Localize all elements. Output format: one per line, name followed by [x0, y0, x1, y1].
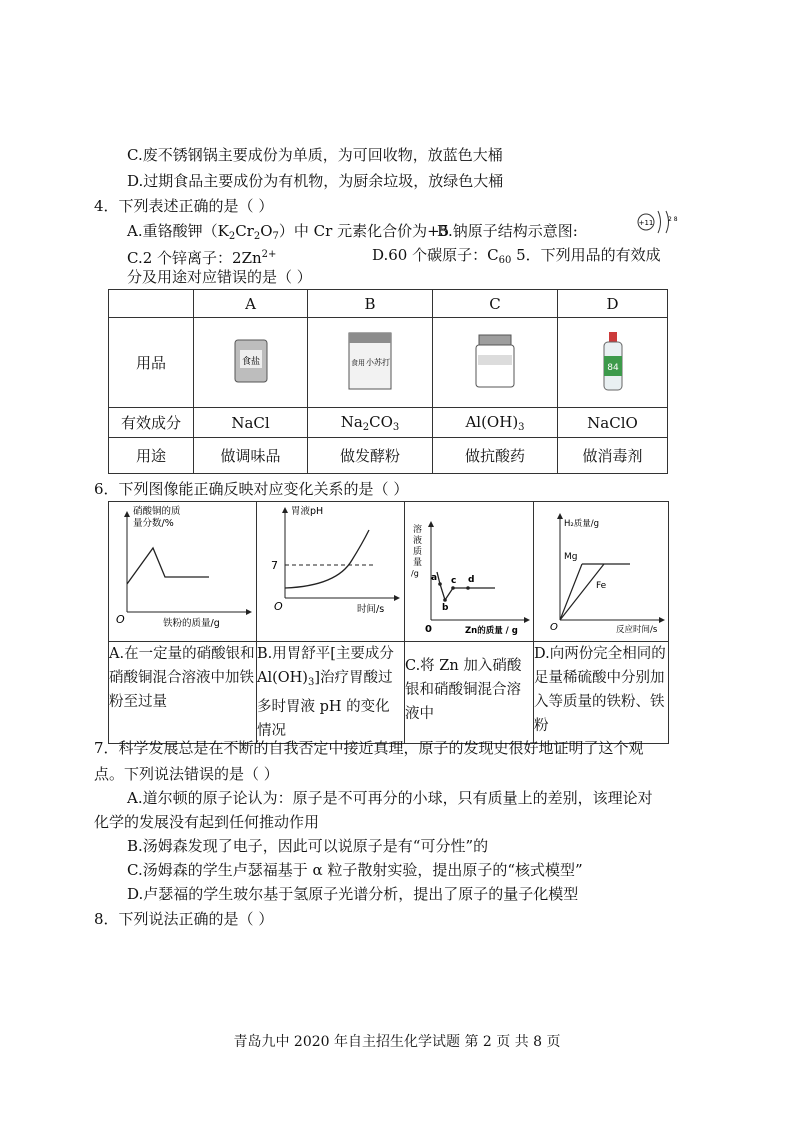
sodium-atom-diagram: [632, 205, 676, 239]
q6-graph-a-cell: [109, 502, 257, 642]
svg-text:食盐: 食盐: [241, 356, 260, 367]
q6-caption-c: C.将 Zn 加入硝酸银和硝酸铜混合溶液中: [405, 642, 534, 744]
svg-text:c: c: [451, 576, 457, 586]
q4-stem: 4．下列表述正确的是（ ）: [94, 197, 274, 215]
q6-graph-row: [109, 502, 669, 642]
q5-use-a: 做调味品: [194, 438, 308, 474]
svg-text:84: 84: [606, 362, 619, 373]
q5-item-d: [558, 318, 668, 408]
q6-caption-d: D.向两份完全相同的足量稀硫酸中分别加入等质量的铁粉、铁粉: [534, 642, 669, 744]
q7-stem-line2: 点。下列说法错误的是（ ）: [94, 765, 279, 783]
q6-caption-row: [109, 642, 669, 744]
svg-text:O: O: [550, 622, 558, 633]
svg-text:硝酸铜的质: 硝酸铜的质: [133, 506, 181, 517]
q5-use-b: 做发酵粉: [308, 438, 433, 474]
svg-text:0: 0: [425, 624, 432, 635]
svg-text:食用: 食用: [351, 358, 365, 367]
q5-stem: 分及用途对应错误的是（ ）: [127, 268, 312, 286]
svg-text:反应时间/s: 反应时间/s: [616, 625, 658, 635]
q4-option-c: C.2 个锌离子：$2Zn^{2+}$: [127, 249, 277, 267]
q7-option-a-line1: A.道尔顿的原子论认为：原子是不可再分的小球，只有质量上的差别，该理论对: [127, 789, 653, 807]
svg-text:a: a: [431, 573, 438, 583]
q6-stem: 6．下列图像能正确反映对应变化关系的是（ ）: [94, 480, 409, 498]
svg-text:铁粉的质量/g: 铁粉的质量/g: [163, 618, 220, 629]
graph-b: [257, 502, 404, 637]
q5-use-row: [109, 438, 668, 474]
q4-option-d: D.60 个碳原子：$C_{60}$ 5．下列用品的有效成: [372, 246, 661, 266]
svg-text:H₂质量/g: H₂质量/g: [564, 519, 600, 529]
svg-text:7: 7: [271, 559, 278, 572]
svg-text:时间/s: 时间/s: [357, 604, 385, 615]
q4-option-b: B.钠原子结构示意图:: [437, 222, 578, 240]
q6-table: [108, 501, 669, 744]
q5-table: [108, 289, 668, 474]
q3-option-c: C.废不锈钢锅主要成份为单质，为可回收物，放蓝色大桶: [127, 146, 503, 164]
q5-header-cell: C: [433, 290, 558, 318]
q5-header-cell: B: [308, 290, 433, 318]
q7-option-a-line2: 化学的发展没有起到任何推动作用: [94, 813, 320, 831]
svg-text:小苏打: 小苏打: [366, 357, 390, 367]
q5-item-a: [194, 318, 308, 408]
baking-soda-package-icon: [346, 331, 394, 391]
q7-stem-line1: 7．科学发展总是在不断的自我否定中接近真理，原子的发现史很好地证明了这个观: [94, 739, 644, 757]
graph-d: [534, 502, 668, 637]
svg-text:液: 液: [413, 536, 423, 546]
graph-c: [405, 502, 533, 637]
svg-text:b: b: [442, 603, 449, 613]
salt-package-icon: [231, 336, 271, 386]
q7-option-b: B.汤姆森发现了电子，因此可以说原子是有“可分性”的: [127, 837, 489, 855]
q3-option-d: D.过期食品主要成份为有机物，为厨余垃圾，放绿色大桶: [127, 172, 504, 190]
q5-use-d: 做消毒剂: [558, 438, 668, 474]
svg-text:d: d: [468, 575, 475, 585]
svg-text:量分数/%: 量分数/%: [133, 518, 174, 529]
q4-option-a: A.重铬酸钾$(K_2Cr_2O_7)$中 Cr 元素化合价为+5: [127, 222, 450, 242]
q5-header-cell: D: [558, 290, 668, 318]
q6-graph-c-cell: [405, 502, 534, 642]
q5-header-cell: A: [194, 290, 308, 318]
q5-item-b: [308, 318, 433, 408]
q5-component-row: [109, 408, 668, 438]
svg-text:量: 量: [413, 558, 423, 568]
q6-graph-d-cell: [534, 502, 669, 642]
svg-text:Mg: Mg: [564, 552, 578, 562]
svg-text:溶: 溶: [413, 525, 423, 535]
sodium-nucleus-label: +11: [638, 219, 654, 227]
svg-text:Zn的质量 / g: Zn的质量 / g: [465, 626, 518, 636]
q5-component-b: $Na_2CO_3$: [308, 408, 433, 438]
q8-stem: 8．下列说法正确的是（ ）: [94, 910, 274, 928]
svg-text:O: O: [116, 613, 125, 626]
q5-component-c: $Al(OH)_3$: [433, 408, 558, 438]
q6-caption-b: B.用胃舒平[主要成分 $Al(OH)_3$]治疗胃酸过多时胃液 pH 的变化情况: [257, 642, 405, 744]
q5-header-row: [109, 290, 668, 318]
q5-row-label: 有效成分: [109, 408, 194, 438]
graph-a: [109, 502, 256, 637]
disinfectant-bottle-icon: [598, 330, 628, 392]
q6-caption-a: A.在一定量的硝酸银和硝酸铜混合溶液中加铁粉至过量: [109, 642, 257, 744]
q5-component-a: NaCl: [194, 408, 308, 438]
q5-header-cell: [109, 290, 194, 318]
q6-graph-b-cell: [257, 502, 405, 642]
svg-text:胃液pH: 胃液pH: [291, 506, 324, 517]
sodium-shells-label: 2 8: [668, 216, 678, 223]
q7-option-d: D.卢瑟福的学生玻尔基于氢原子光谱分析，提出了原子的量子化模型: [127, 885, 579, 903]
q7-option-c: C.汤姆森的学生卢瑟福基于 α 粒子散射实验，提出原子的“核式模型”: [127, 861, 583, 879]
q5-row-label: 用途: [109, 438, 194, 474]
q5-use-c: 做抗酸药: [433, 438, 558, 474]
svg-text:O: O: [274, 600, 283, 613]
q5-item-row: [109, 318, 668, 408]
q5-row-label: 用品: [109, 318, 194, 408]
page-footer: 青岛九中 2020 年自主招生化学试题 第 2 页 共 8 页: [233, 1034, 561, 1050]
antacid-bottle-icon: [472, 333, 518, 389]
svg-text:质: 质: [413, 547, 423, 557]
q5-component-d: NaClO: [558, 408, 668, 438]
svg-text:/g: /g: [411, 569, 419, 578]
svg-text:Fe: Fe: [596, 581, 607, 591]
q5-item-c: [433, 318, 558, 408]
